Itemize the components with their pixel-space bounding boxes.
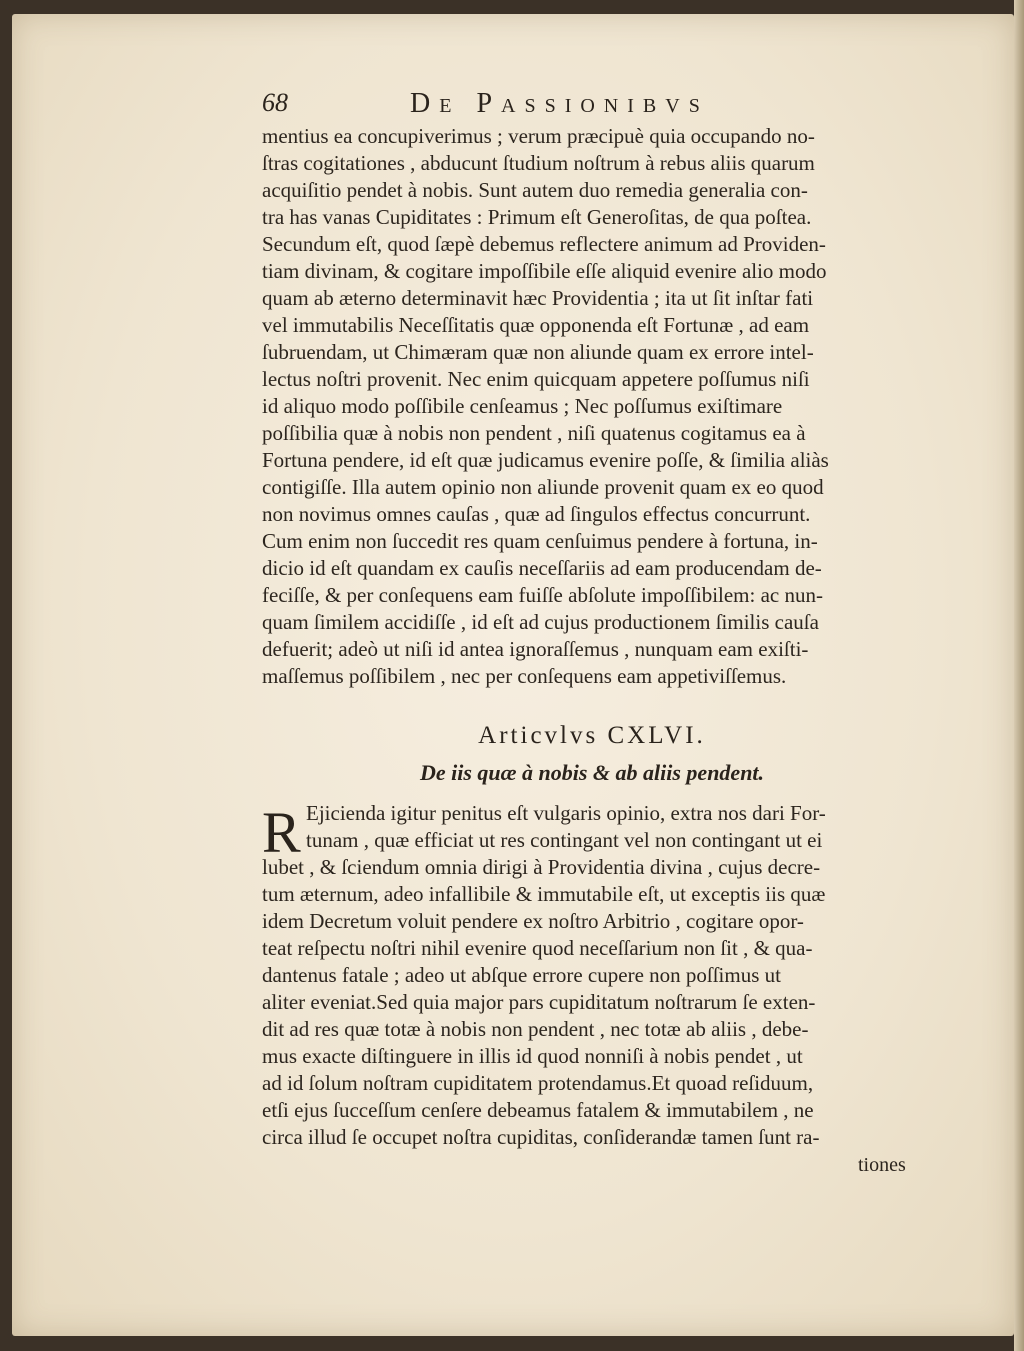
text-line: feciſſe, & per conſequens eam fuiſſe abſolute impoſſibilem: ac nun- — [262, 583, 823, 607]
text-line: tum æternum, adeo infallibile & immutabile eſt, ut exceptis iis quæ — [262, 882, 826, 906]
text-line: ad id ſolum noſtram cupiditatem protendamus.Et quoad reſiduum, — [262, 1071, 814, 1095]
drop-capital: R — [262, 800, 301, 865]
text-line: lubet , & ſciendum omnia dirigi à Providentia divina , cujus decre- — [262, 855, 821, 879]
text-line: tunam , quæ efficiat ut res contingant vel non contingant ut ei — [306, 828, 823, 852]
text-line: id aliquo modo poſſibile cenſeamus ; Nec poſſumus exiſtimare — [262, 394, 783, 418]
article-subtitle: De iis quæ à nobis & ab aliis pendent. — [419, 760, 765, 785]
text-line: quam ſimilem accidiſſe , id eſt ad cujus productionem ſimilis cauſa — [262, 610, 819, 634]
text-line: Secundum eſt, quod ſæpè debemus reflectere animum ad Providen- — [262, 232, 826, 256]
catchword: tiones — [858, 1154, 906, 1176]
text-line: lectus noſtri provenit. Nec enim quicquam appetere poſſumus niſi — [262, 367, 810, 391]
text-line: dit ad res quæ totæ à nobis non pendent , nec totæ ab aliis , debe- — [262, 1017, 809, 1041]
text-line: Ejicienda igitur penitus eſt vulgaris opinio, extra nos dari For- — [306, 801, 826, 825]
page-number: 68 — [262, 88, 288, 117]
running-title: De Passionibvs — [410, 88, 709, 119]
text-line: mentius ea concupiverimus ; verum præcipuè quia occupando no- — [262, 124, 815, 148]
text-line: Fortuna pendere, id eſt quæ judicamus evenire poſſe, & ſimilia aliàs — [262, 448, 829, 472]
text-line: aliter eveniat.Sed quia major pars cupiditatum noſtrarum ſe exten- — [262, 990, 816, 1014]
text-line: poſſibilia quæ à nobis non pendent , niſi quatenus cogitamus ea à — [262, 421, 806, 445]
text-line: teat reſpectu noſtri nihil evenire quod neceſſarium non ſit , & qua- — [262, 936, 813, 960]
text-line: idem Decretum voluit pendere ex noſtro Arbitrio , cogitare opor- — [262, 909, 804, 933]
text-line: non novimus omnes cauſas , quæ ad ſingulos effectus concurrunt. — [262, 502, 811, 526]
text-line: maſſemus poſſibilem , nec per conſequens eam appetiviſſemus. — [262, 664, 787, 688]
text-line: circa illud ſe occupet noſtra cupiditas, conſiderandæ tamen ſunt ra- — [262, 1125, 820, 1149]
text-line: etſi ejus ſucceſſum cenſere debeamus fatalem & immutabilem , ne — [262, 1098, 814, 1122]
text-line: dicio id eſt quandam ex cauſis neceſſariis ad eam producendam de- — [262, 556, 822, 580]
article-heading: Articvlvs CXLVI. — [478, 722, 706, 749]
next-page-edge — [1014, 0, 1024, 1351]
text-line: vel immutabilis Neceſſitatis quæ opponenda eſt Fortunæ , ad eam — [262, 313, 810, 337]
text-line: ſtras cogitationes , abducunt ſtudium noſtrum à rebus aliis quarum — [262, 151, 815, 175]
text-line: tra has vanas Cupiditates : Primum eſt Generoſitas, de qua poſtea. — [262, 205, 812, 229]
text-line: tiam divinam, & cogitare impoſſibile eſſe aliquid evenire alio modo — [262, 259, 827, 283]
text-line: contigiſſe. Illa autem opinio non aliunde provenit quam ex eo quod — [262, 475, 824, 499]
text-line: ſubruendam, ut Chimæram quæ non aliunde quam ex errore intel- — [262, 340, 814, 364]
text-line: mus exacte diſtinguere in illis id quod nonniſi à nobis pendet , ut — [262, 1044, 803, 1068]
text-line: Cum enim non ſuccedit res quam cenſuimus pendere à fortuna, in- — [262, 529, 818, 553]
text-line: quam ab æterno determinavit hæc Providentia ; ita ut ſit inſtar fati — [262, 286, 814, 310]
text-line: dantenus fatale ; adeo ut abſque errore cupere non poſſimus ut — [262, 963, 781, 987]
text-line: acquiſitio pendet à nobis. Sunt autem duo remedia generalia con- — [262, 178, 808, 202]
page-header — [262, 88, 922, 124]
text-line: defuerit; adeò ut niſi id antea ignoraſſemus , nunquam eam exiſti- — [262, 637, 809, 661]
